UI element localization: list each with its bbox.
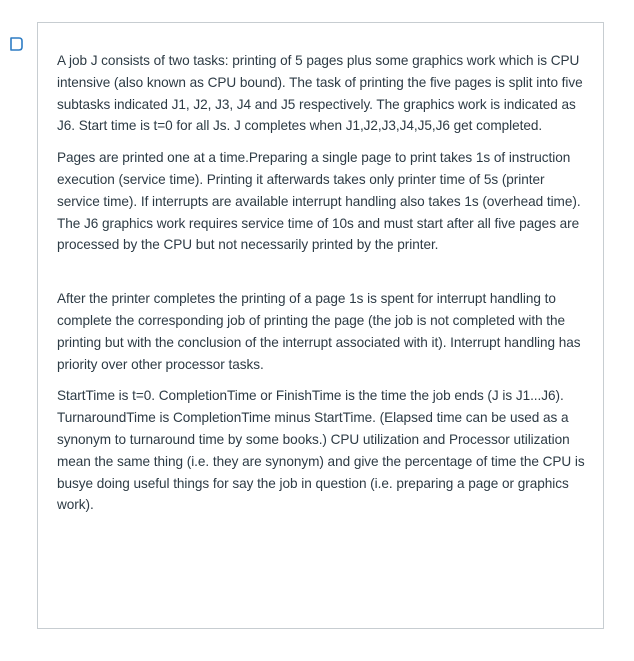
paragraph-definitions: StartTime is t=0. CompletionTime or FinishTime is the time the job ends (J is J1...J6). TurnaroundTime is CompletionTime minus StartTime. (Elapsed time can be used as a synonym to turnaround time by some books.) CPU utilization and Processor utilization mean the same thing (i.e. they are synonym) and give the percentage of time the CPU is busye doing useful things for say the job in question (i.e. preparing a page or graphics work). (57, 388, 585, 513)
question-text (57, 50, 589, 516)
paragraph-job-description: A job J consists of two tasks: printing of 5 pages plus some graphics work which is CPU intensive (also known as CPU bound). The task of printing the five pages is split into five subtasks indicated J1, J2, J3, J4 and J5 respectively. The graphics work is indicated as J6. Start time is t=0 for all Js. J completes when J1,J2,J3,J4,J5,J6 get completed. (57, 53, 583, 134)
question-card (37, 22, 604, 629)
paragraph-interrupt-handling: After the printer completes the printing of a page 1s is spent for interrupt handling to complete the corresponding job of printing the page (the job is not completed with the printing but with the conclusion of the interrupt associated with it). Interrupt handling has priority over other processor tasks. (57, 291, 581, 372)
flag-icon[interactable] (8, 36, 24, 52)
paragraph-printing-details: Pages are printed one at a time.Preparing a single page to print takes 1s of instruction execution (service time). Printing it afterwards takes only printer time of 5s (printer service time). If interrupts are available interrupt handling also takes 1s (overhead time). The J6 graphics work requires service time of 10s and must start after all five pages are processed by the CPU but not necessarily printed by the printer. (57, 150, 581, 253)
